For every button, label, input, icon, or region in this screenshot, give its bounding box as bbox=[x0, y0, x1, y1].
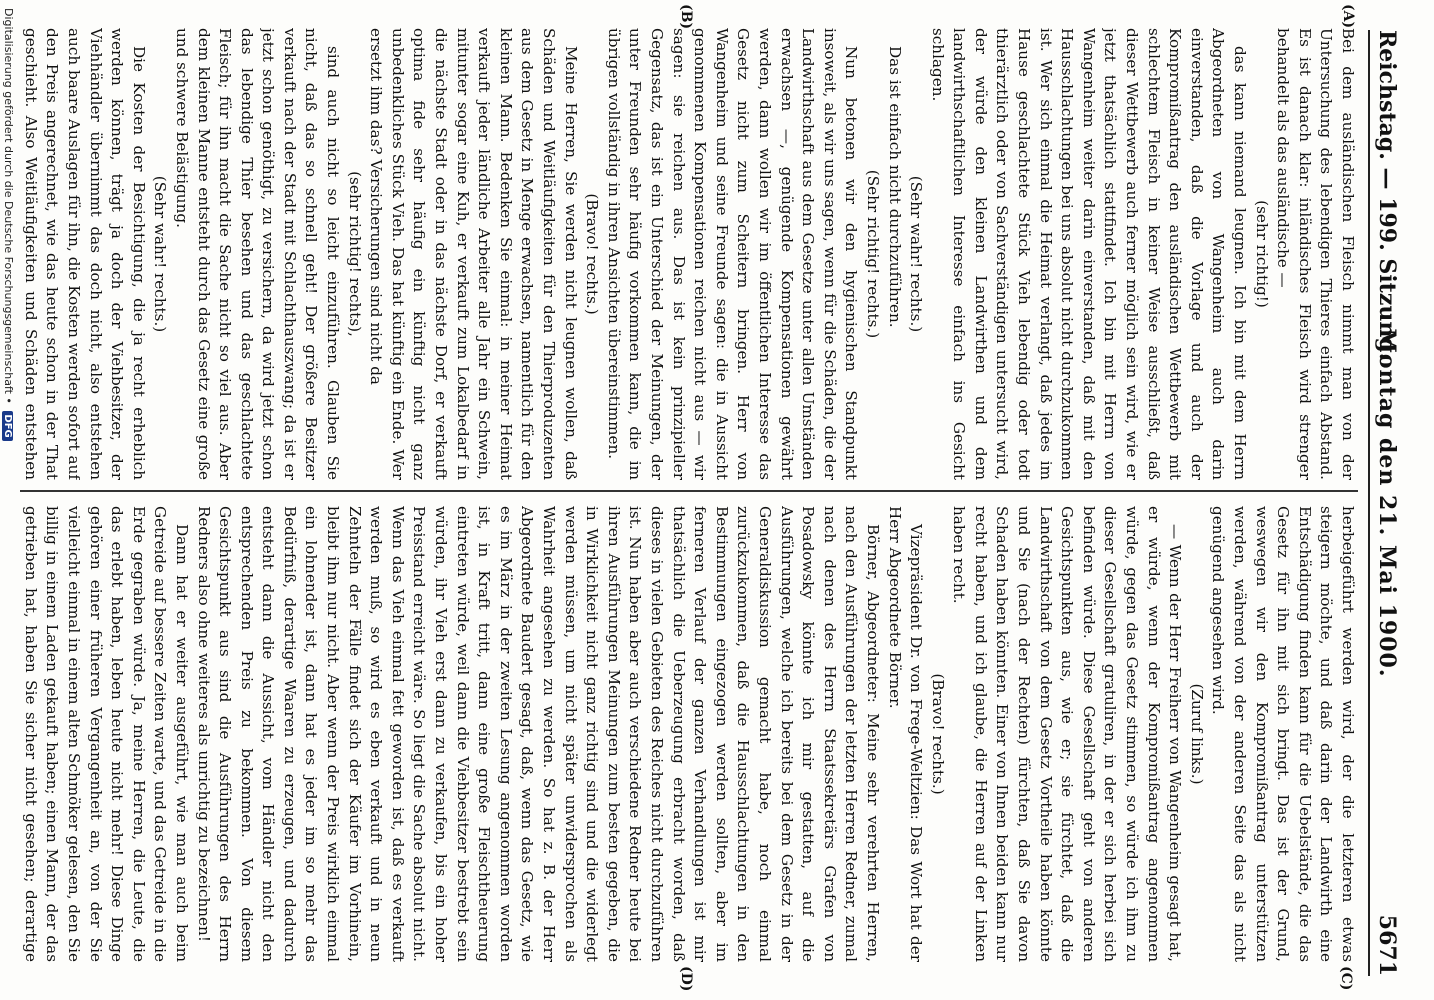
margin-marker-a: (A) bbox=[1340, 4, 1356, 29]
left-column bbox=[20, 28, 1358, 480]
interjection: (Bravo! rechts.) bbox=[583, 193, 602, 315]
column-divider bbox=[20, 490, 1358, 492]
paragraph: herbeigeführt werden wird, der die letzteren etwas steigern möchte, und daß darin der Landwirth eine Entschädigung finden kann für die Uebelstände, die das Gesetz für ihn mit sich bringt. Das ist der Grund, weswegen wir den Kompromißantrag unterstützen werden, während von der anderen Seite das als nicht genügend angesehen wird. bbox=[1209, 506, 1357, 962]
interjection: (Zuruf links.) bbox=[1187, 683, 1206, 785]
paragraph: das kann niemand leugnen. Ich bin mit dem Herrn Abgeordneten von Wangenheim auch darin einverstanden, daß die Vorlage und auch der Kompromißantrag den ausländischen Wettbewerb mit schlechtem Fleisch in keiner Weise ausschließt, daß dieser Wettbewerb auch ferner möglich sein wird, wie er jetzt thatsächlich stattfindet. Ich bin mit Herrn von Wangenheim weiter darin einverstanden, daß mit den Hausschlachtungen bei uns absolut nicht durchzukommen ist. Wer sich einmal die Heimat verlangt, daß jedes im Hause geschlachtete Stück Vieh lebendig oder todt thierärztlich oder von Sachverständigen untersucht wird, der würde den kleinen Landwirthen und dem landwirthschaftlichen Interesse einfach ins Gesicht schlagen. bbox=[928, 28, 1250, 480]
header-session: Reichstag. — 199. Sitzung. bbox=[1374, 30, 1400, 361]
interjection: (Sehr wahr! rechts.) bbox=[907, 175, 926, 333]
page-number: 5671 bbox=[1374, 914, 1400, 976]
interjection: (Sehr richtig! rechts.) bbox=[863, 169, 882, 339]
paragraph: Die Kosten der Besichtigung, die ja recht erheblich werden können, trägt ja doch der Viehbesitzer, der Viehhändler übernimmt das doch nicht, also entstehen auch baare Auslagen für ihn, die Kosten werden sofort auf den Preis angerechnet, wie das heute schon in der That geschieht. Also Weitläufigkeiten und Schäden entstehen bbox=[21, 28, 148, 480]
paragraph: — Wenn der Herr Freiherr von Wangenheim gesagt hat, er würde, wenn der Kompromißantrag angenommen würde, gegen das Gesetz stimmen, so würde ich ihm zu dieser Gesellschaft gratuliren, in der er sich herbei sich befinden würde. Diese Gesellschaft geht von anderen Gesichtspunkten aus, wie er; sie fürchtet, daß die Landwirthschaft von dem Gesetz Vortheile haben könnte und Sie (nach der Rechten) fürchten, daß Sie davon Schaden haben könnten. Einer von Ihnen beiden kann nur recht haben, und ich glaube, die Herren auf der Linken haben recht. bbox=[950, 506, 1185, 962]
footer-text: Digitalisierung gefördert durch die Deutsche Forschungsgemeinschaft • bbox=[2, 8, 15, 404]
paragraph: Vizepräsident Dr. von Frege-Weltzien: Das Wort hat der Herr Abgeordnete Börner. bbox=[885, 506, 926, 962]
paragraph: sind auch nicht so leicht einzuführen. Glauben Sie nicht, daß das so schnell geht! Der größere Besitzer verkauft nach der Stadt mit Schlachthauszwang; da ist er jetzt schon genöthigt, zu versichern, da wird jetzt schon das lebendige Thier besehen und das geschlachtete Fleisch; für ihn macht die Sache nicht so viel aus. Aber dem kleinen Manne entsteht durch das Gesetz eine große und schwere Belästigung. bbox=[172, 28, 343, 480]
interjection: (Sehr wahr! rechts.) bbox=[151, 175, 170, 333]
right-column bbox=[20, 506, 1358, 962]
paragraph: Börner, Abgeordneter: Meine sehr verehrten Herren, nach den Ausführungen der letzten Herren Redner, zumal nach denen des Herrn Staatssekretärs Grafen von Posadowsky könnte ich mir gestatten, auf die Ausführungen, welche ich bereits bei dem Gesetz in der Generaldiskussion gemacht habe, noch einmal zurückzukommen, daß die Hausschlachtungen in den Bestimmungen eingezogen werden sollten, aber im ferneren Verlauf der ganzen Verhandlungen ist mir thatsächlich die Ueberzeugung erbracht worden, daß dieses in vielen Gebieten des Reiches nicht durchzuführen ist. Nun haben aber auch verschiedene Redner heute bei ihren Ausführungen Meinungen zum besten gegeben, die in Wirklichkeit nicht ganz richtig sind und die widerlegt werden müssen, um nicht später unwidersprochen als Wahrheit angesehen zu werden. So hat z. B. der Herr Abgeordnete Baudert gesagt, daß, wenn das Gesetz, wie es im März in der zweiten Lesung angenommen worden ist, in Kraft tritt, dann eine große Fleischtheuerung eintreten würde, weil dann die Viehbesitzer bestrebt sein würden, ihr Vieh erst dann zu verkaufen, bis ein hoher Preisstand erreicht wäre. So liegt die Sache absolut nicht. Wenn das Vieh einmal fett geworden ist, daß es verkauft werden muß, so wird es eben verkauft und in neun Zehnteln der Fälle findet sich der Käufer im Vorhinein, bleibt ihm nur nicht. Aber wenn der Preis wirklich einmal ein lohnender ist, dann hat es jeder im so mehr das Bedürfniß, derartige Waaren zu erzeugen, und dadurch entsteht dann die Aussicht, vom Händler nicht den entsprechenden Preis zu bekommen. Von diesem Gesichtspunkt aus sind die Ausführungen des Herrn Redners also ohne weiteres als unrichtig zu bezeichnen! bbox=[194, 506, 882, 962]
margin-marker-d: (D) bbox=[678, 966, 694, 992]
paragraph: Dann hat er weiter ausgeführt, wie man auch beim Getreide auf bessere Zeiten warte, und das Getreide in die Erde gegraben würde. Ja, meine Herren, die Leute, die das erlebt haben, leben heute nicht mehr! Diese Dinge gehören einer früheren Vergangenheit an, von der Sie vielleicht einmal in einem alten Schmöker gelesen, den Sie billig in einem Laden gekauft haben; einen Mann, der das getrieben hat, haben Sie sicher nicht gesehen; derartige bbox=[21, 506, 191, 962]
digitization-footer bbox=[2, 0, 15, 1000]
header-date: Montag den 21. Mai 1900. bbox=[1374, 328, 1400, 678]
interjection: (sehr richtig!) bbox=[1252, 200, 1271, 308]
margin-marker-c: (C) bbox=[1338, 966, 1354, 991]
interjection: (Bravo! rechts.) bbox=[928, 673, 947, 795]
margin-marker-b: (B) bbox=[678, 4, 694, 30]
paragraph: Bei dem ausländischen Fleisch nimmt man von der Untersuchung des lebendigen Thieres einfach Abstand. Es ist danach klar: inländisches Fleisch wird strenger behandelt als das ausländische — bbox=[1274, 28, 1357, 480]
page-header bbox=[1368, 30, 1400, 976]
paragraph: Meine Herren, Sie werden nicht leugnen wollen, daß Schäden und Weitläufigkeiten für den Thierproduzenten aus dem Gesetz in Menge erwachsen, namentlich für den kleinen Mann. Bedenken Sie einmal: in meiner Heimat verkauft jeder ländliche Arbeiter alle Jahr ein Schwein, mitunter sogar eine Kuh, er verkauft zum Lokalbedarf in die nächste Stadt oder in das nächste Dorf, er verkauft optima fide sehr häufig ein künftig nicht ganz unbedenkliches Stück Vieh. Das hat künftig ein Ende. Wer ersetzt ihm das? Versicherungen sind nicht da bbox=[367, 28, 580, 480]
paragraph: Das ist einfach nicht durchzuführen. bbox=[885, 46, 904, 328]
paragraph: Nun betonen wir den hygienischen Standpunkt insoweit, als wir uns sagen, wenn für die Schäden, die der Landwirthschaft aus dem Gesetze unter allen Umständen erwachsen —, genügende Kompensationen gewährt werden, dann wollen wir im öffentlichen Interesse das Gesetz nicht zum Scheitern bringen. Herr von Wangenheim und seine Freunde sagen: die in Aussicht genommenen Kompensationen reichen nicht aus — wir sagen: sie reichen aus. Das ist kein prinzipieller Gegensatz, das ist ein Unterschied der Meinungen, der unter Freunden sehr häufig vorkommen kann, die im übrigen vollständig in ihren Ansichten übereinstimmen. bbox=[604, 28, 861, 480]
interjection: (sehr richtig! rechts), bbox=[345, 171, 364, 337]
dfg-logo: DFG bbox=[2, 411, 13, 440]
